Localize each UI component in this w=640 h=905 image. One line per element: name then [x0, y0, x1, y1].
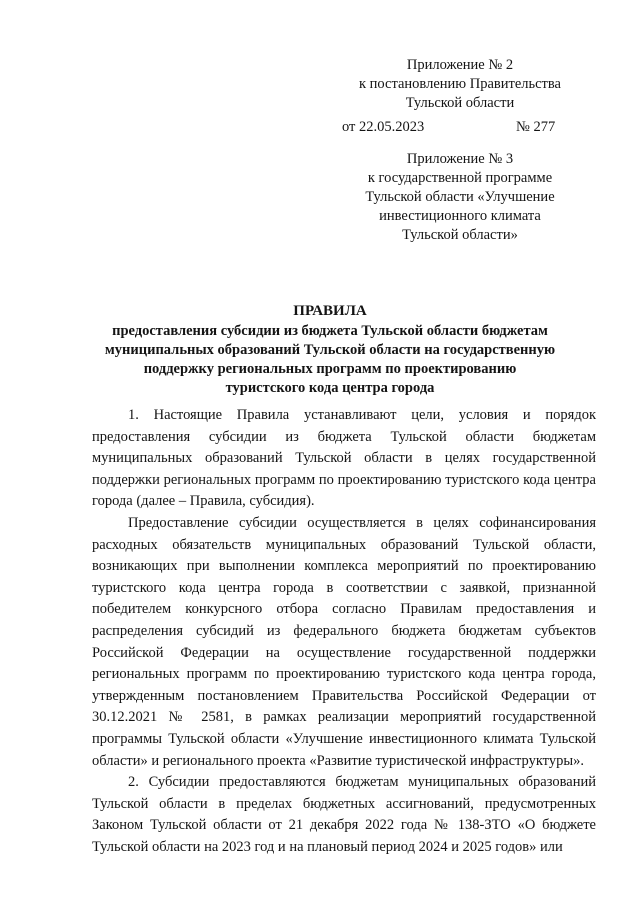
appendix-3-line-4: инвестиционного климата — [379, 208, 541, 224]
appendix-2-line-1: Приложение № 2 — [406, 57, 514, 73]
appendix-2-line-2: к постановлению Правительства — [359, 76, 561, 92]
title-main: ПРАВИЛА — [293, 303, 367, 319]
appendix-2-block — [0, 56, 640, 113]
appendix-2-line-3: Тульской области — [405, 95, 515, 111]
resolution-date: от 22.05.2023 — [342, 119, 425, 135]
resolution-number: № 277 — [516, 119, 556, 135]
appendix-3-line-1: Приложение № 3 — [406, 151, 514, 167]
appendix-3-line-5: Тульской области» — [402, 227, 518, 243]
title-line-2: муниципальных образований Тульской области на государственную — [104, 342, 556, 358]
title-line-1: предоставления субсидии из бюджета Тульской области бюджетам — [112, 323, 548, 339]
title-line-3: поддержку региональных программ по проектированию — [143, 361, 517, 377]
appendix-3-block — [0, 150, 640, 245]
paragraph-2: Предоставление субсидии осуществляется в целях софинансирования расходных обязательств муниципальных образований Тульской области, возникающих при выполнении комплекса мероприятий по проектированию туристского кода центра города в соответствии с заявкой, признанной победителем конкурсного отбора согласно Правилам предоставления и распределения субсидий из федерального бюджета бюджетам субъектов Российской Федерации на осуществление государственной поддержки региональных программ по проектированию туристского кода центра города, утвержденным постановлением Правительства Российской Федерации от 30.12.2021 № 2581, в рамках реализации мероприятий государственной программы Тульской области «Улучшение инвестиционного климата Тульской области» и регионального проекта «Развитие туристической инфраструктуры». — [92, 514, 596, 769]
appendix-3-line-2: к государственной программе — [367, 170, 553, 186]
document-title — [60, 302, 600, 398]
document-body — [92, 405, 596, 858]
paragraph-3: 2. Субсидии предоставляются бюджетам муниципальных образований Тульской области в пределах бюджетных ассигнований, предусмотренных Законом Тульской области от 21 декабря 2022 года № 138-ЗТО «О бюджете Тульской области на 2023 год и на плановый период 2024 и 2025 годов» или — [92, 774, 596, 855]
appendix-3-line-3: Тульской области «Улучшение — [365, 189, 555, 205]
paragraph-1: 1. Настоящие Правила устанавливают цели, условия и порядок предоставления субсидии из бюджета Тульской области бюджетам муниципальных образований Тульской области в целях государственной поддержки региональных программ по проектированию туристского кода центра города (далее – Правила, субсидия). — [92, 407, 596, 510]
title-line-4: туристского кода центра города — [225, 380, 435, 396]
